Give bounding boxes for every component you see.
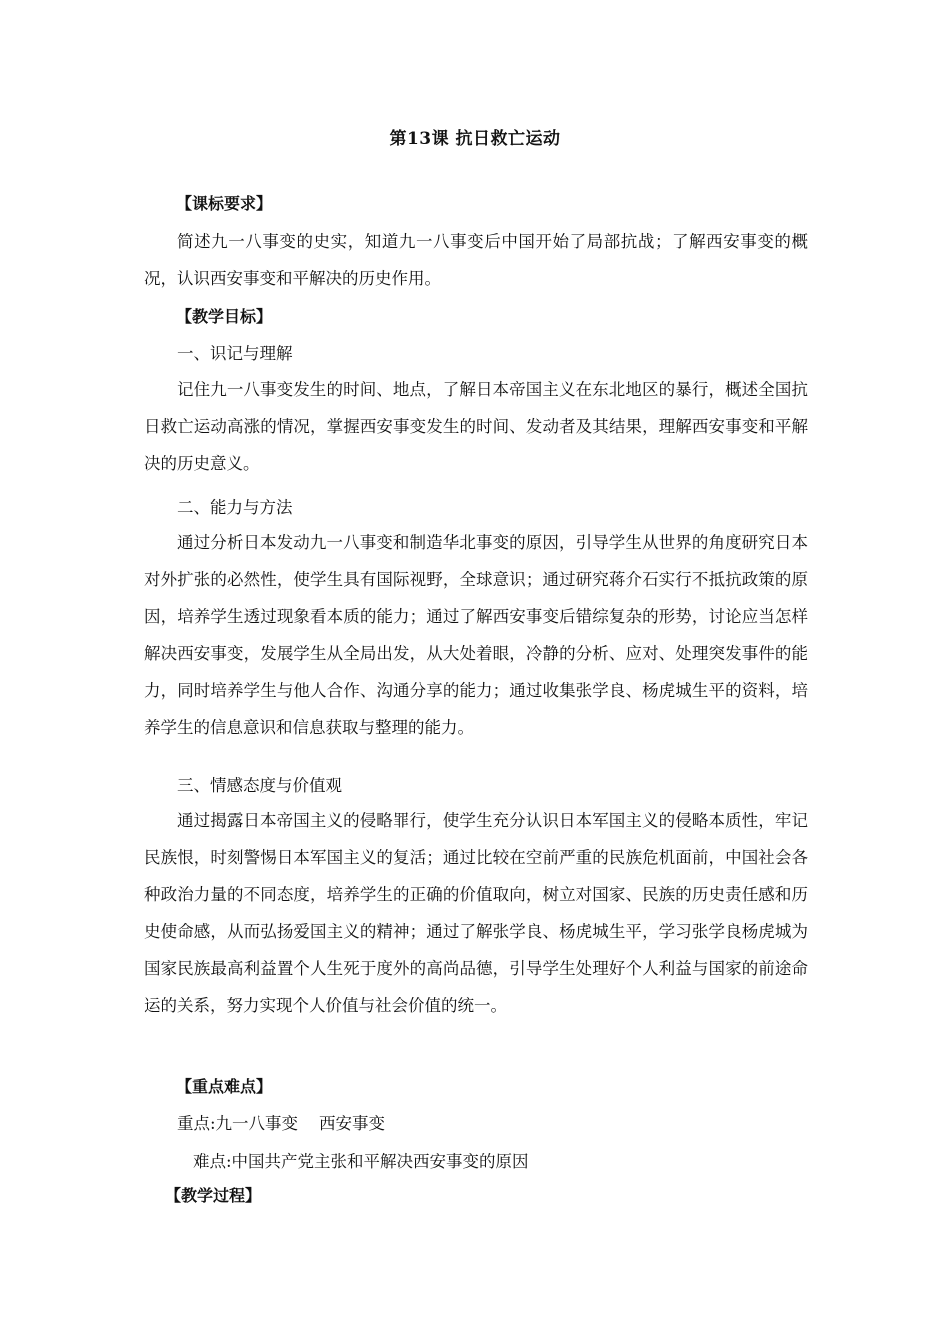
curriculum-heading: 【课标要求】 <box>176 194 273 213</box>
objective-section-3-text: 通过揭露日本帝国主义的侵略罪行，使学生充分认识日本军国主义的侵略本质性，牢记民族恨，时刻警惕日本军国主义的复活；通过比较在空前严重的民族危机面前，中国社会各种政治力量的不同态度，培养学生的正确的价值取向，树立对国家、民族的历史责任感和历史使命感，从而弘扬爱国主义的精神；通过了解张学良、杨虎城生平，学习张学良杨虎城为国家民族最高利益置个人生死于度外的高尚品德，引导学生处理好个人利益与国家的前途命运的关系，努力实现个人价值与社会价值的统一。 <box>144 811 808 1015</box>
objective-section-3-title: 三、情感态度与价值观 <box>177 776 342 795</box>
objective-section-1-text: 记住九一八事变发生的时间、地点，了解日本帝国主义在东北地区的暴行，概述全国抗日救亡运动高涨的情况，掌握西安事变发生的时间、发动者及其结果，理解西安事变和平解决的历史意义。 <box>144 380 808 473</box>
objectives-heading: 【教学目标】 <box>176 307 273 326</box>
objective-section-1-title: 一、识记与理解 <box>177 344 293 363</box>
key-points-heading: 【重点难点】 <box>176 1077 273 1096</box>
difficulty-text: 难点:中国共产党主张和平解决西安事变的原因 <box>193 1152 529 1171</box>
objective-section-2-title: 二、能力与方法 <box>177 498 293 517</box>
key-point-text: 重点:九一八事变 西安事变 <box>177 1114 386 1133</box>
objective-section-2-text: 通过分析日本发动九一八事变和制造华北事变的原因，引导学生从世界的角度研究日本对外扩张的必然性，使学生具有国际视野，全球意识；通过研究蒋介石实行不抵抗政策的原因，培养学生透过现象看本质的能力；通过了解西安事变后错综复杂的形势，讨论应当怎样解决西安事变，发展学生从全局出发，从大处着眼，冷静的分析、应对、处理突发事件的能力，同时培养学生与他人合作、沟通分享的能力；通过收集张学良、杨虎城生平的资料，培养学生的信息意识和信息获取与整理的能力。 <box>144 533 808 737</box>
curriculum-text: 简述九一八事变的史实，知道九一八事变后中国开始了局部抗战；了解西安事变的概况，认识西安事变和平解决的历史作用。 <box>144 232 808 288</box>
process-heading: 【教学过程】 <box>165 1186 262 1205</box>
lesson-title: 第13课 抗日救亡运动 <box>389 129 561 149</box>
